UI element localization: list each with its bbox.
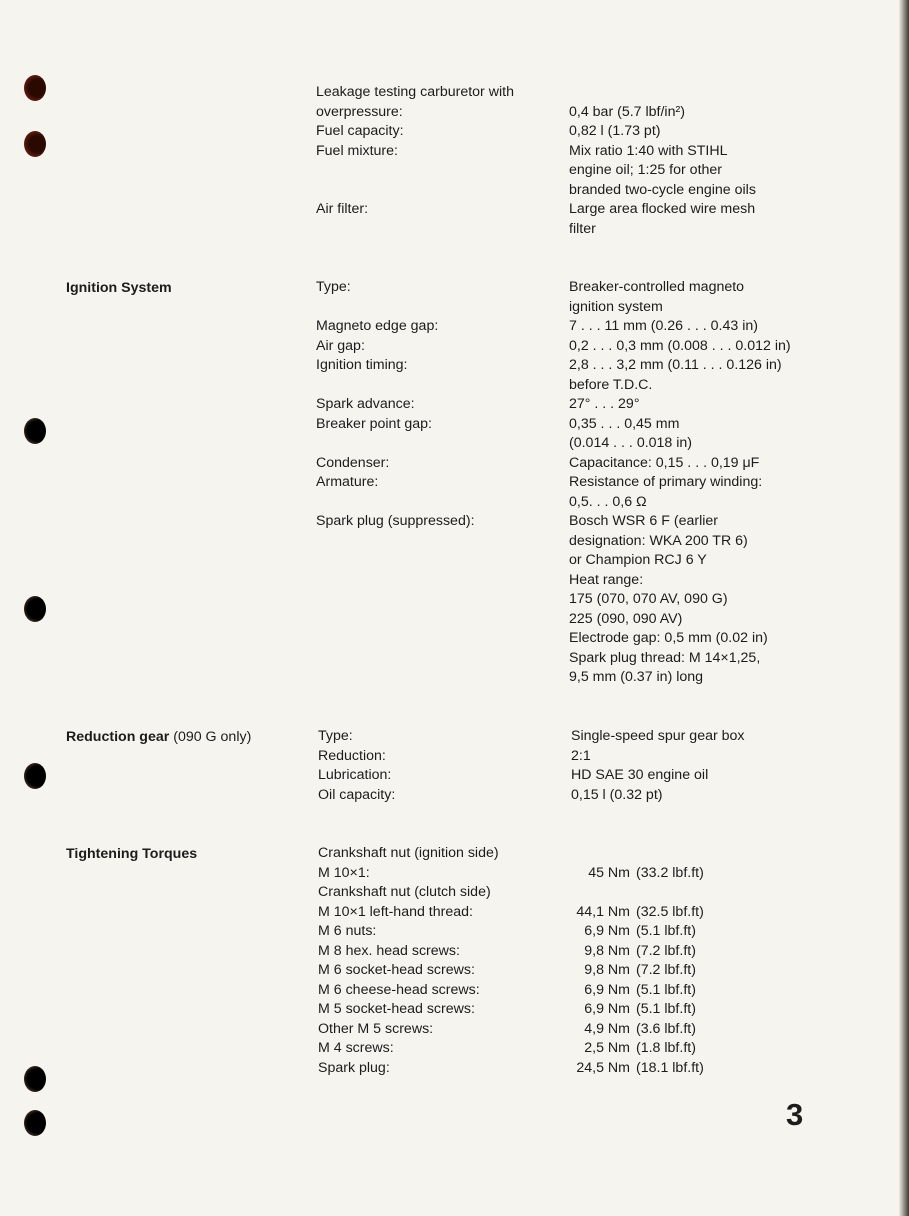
torque-value [562,942,696,962]
spec-label: overpressure: [316,103,403,120]
spec-value: 0,35 . . . 0,45 mm [569,415,680,432]
spec-label: Fuel mixture: [316,142,398,159]
torque-number: 44,1 Nm [576,903,630,920]
torque-unit: (5.1 lbf.ft) [636,1001,696,1017]
torque-number: 6,9 Nm [584,1001,630,1017]
spec-value: Single-speed spur gear box [571,728,745,744]
spec-value: 225 (090, 090 AV) [569,610,683,627]
torque-label: M 6 nuts: [318,923,377,939]
torque-number: 6,9 Nm [584,923,630,939]
page-edge-shadow [899,0,909,1216]
torque-value [562,1059,704,1079]
torque-value [562,844,636,864]
torque-number: 2,5 Nm [584,1040,630,1056]
torque-label: Spark plug: [318,1059,390,1076]
spec-value: or Champion RCJ 6 Y [569,552,707,568]
page-number: 3 [786,1097,804,1132]
spec-label: Air gap: [316,337,365,354]
torque-value [562,883,636,903]
spec-label: Type: [318,728,353,744]
torque-unit: (7.2 lbf.ft) [636,942,696,959]
spec-label: Armature: [316,474,379,490]
torque-unit: (3.6 lbf.ft) [636,1020,696,1037]
torque-number: 9,8 Nm [584,942,630,959]
torque-value [562,1000,696,1020]
spec-value: ignition system [569,298,663,315]
binder-hole [24,763,46,789]
torque-unit: (32.5 lbf.ft) [636,903,704,920]
spec-value: Bosch WSR 6 F (earlier [569,513,719,529]
torque-number: 6,9 Nm [584,981,630,998]
torque-label: M 6 cheese-head screws: [318,981,480,998]
torque-value [562,864,704,884]
torque-value [562,1020,696,1040]
binder-hole [24,418,46,444]
spec-label: Lubrication: [318,767,392,783]
spec-value: 2:1 [571,747,591,764]
spec-value: 7 . . . 11 mm (0.26 . . . 0.43 in) [569,318,758,334]
spec-value: 27° . . . 29° [569,396,640,412]
spec-value: branded two-cycle engine oils [569,181,756,198]
spec-value: Spark plug thread: M 14×1,25, [569,649,761,666]
spec-value: Capacitance: 0,15 . . . 0,19 μF [569,454,760,471]
spec-value: filter [569,220,596,237]
torque-label: M 4 screws: [318,1040,394,1056]
torque-label: M 8 hex. head screws: [318,942,460,959]
spec-value: 9,5 mm (0.37 in) long [569,669,704,685]
spec-value: 175 (070, 070 AV, 090 G) [569,591,728,607]
spec-label: Breaker point gap: [316,415,432,432]
spec-value: (0.014 . . . 0.018 in) [569,435,693,451]
spec-value: 2,8 . . . 3,2 mm (0.11 . . . 0.126 in) [569,357,782,373]
spec-label: Type: [316,279,351,295]
spec-label: Condenser: [316,454,390,471]
torque-unit: (7.2 lbf.ft) [636,962,696,978]
binder-hole [24,596,46,622]
spec-value: Electrode gap: 0,5 mm (0.02 in) [569,630,768,646]
torque-value [562,981,696,1001]
torque-label: Other M 5 screws: [318,1020,434,1037]
spec-value: 0,4 bar (5.7 lbf/in²) [569,103,685,120]
binder-hole [24,1110,46,1136]
spec-label: Leakage testing carburetor with [316,84,514,100]
torque-label: Crankshaft nut (ignition side) [318,845,499,861]
spec-label: Reduction: [318,747,386,764]
spec-value: Resistance of primary winding: [569,474,763,490]
spec-value: before T.D.C. [569,376,653,393]
torque-unit: (5.1 lbf.ft) [636,923,696,939]
spec-value: designation: WKA 200 TR 6) [569,532,748,549]
torque-label: Crankshaft nut (clutch side) [318,884,491,900]
torque-value [562,903,704,923]
binder-hole [24,75,46,101]
torque-unit: (18.1 lbf.ft) [636,1059,704,1076]
torque-number: 45 Nm [588,864,630,881]
binder-hole [24,131,46,157]
reduction-heading-note: (090 G only) [169,729,252,745]
section-heading-tightening-torques: Tightening Torques [66,846,198,862]
spec-value: 0,82 l (1.73 pt) [569,123,661,139]
section-heading-ignition: Ignition System [66,280,172,296]
spec-value: Large area flocked wire mesh [569,201,756,217]
spec-value: Breaker-controlled magneto [569,279,745,295]
spec-value: Heat range: [569,571,644,588]
torque-label: M 10×1: [318,864,370,881]
spec-value: 0,15 l (0.32 pt) [571,786,663,803]
spec-label: Ignition timing: [316,357,408,373]
torque-unit: (33.2 lbf.ft) [636,864,704,881]
torque-value [562,1039,696,1059]
spec-value: 0,2 . . . 0,3 mm (0.008 . . . 0.012 in) [569,337,791,354]
binder-hole [24,1066,46,1092]
spec-value: engine oil; 1:25 for other [569,162,723,178]
spec-label: Fuel capacity: [316,123,404,139]
torque-unit: (5.1 lbf.ft) [636,981,696,998]
torque-value [562,922,696,942]
spec-label: Spark advance: [316,396,415,412]
spec-value: 0,5. . . 0,6 Ω [569,493,647,510]
spec-label: Air filter: [316,201,369,217]
torque-number: 9,8 Nm [584,962,630,978]
torque-number: 24,5 Nm [576,1059,630,1076]
torque-label: M 10×1 left-hand thread: [318,903,473,920]
torque-label: M 5 socket-head screws: [318,1001,475,1017]
spec-label: Spark plug (suppressed): [316,513,475,529]
spec-label: Magneto edge gap: [316,318,439,334]
torque-value [562,961,696,981]
torque-label: M 6 socket-head screws: [318,962,475,978]
spec-label: Oil capacity: [318,786,396,803]
torque-number: 4,9 Nm [584,1020,630,1037]
spec-value: Mix ratio 1:40 with STIHL [569,142,728,159]
torque-unit: (1.8 lbf.ft) [636,1040,696,1056]
reduction-heading-bold: Reduction gear [66,729,170,745]
spec-value: HD SAE 30 engine oil [571,767,709,783]
section-heading-reduction-gear [66,728,251,748]
